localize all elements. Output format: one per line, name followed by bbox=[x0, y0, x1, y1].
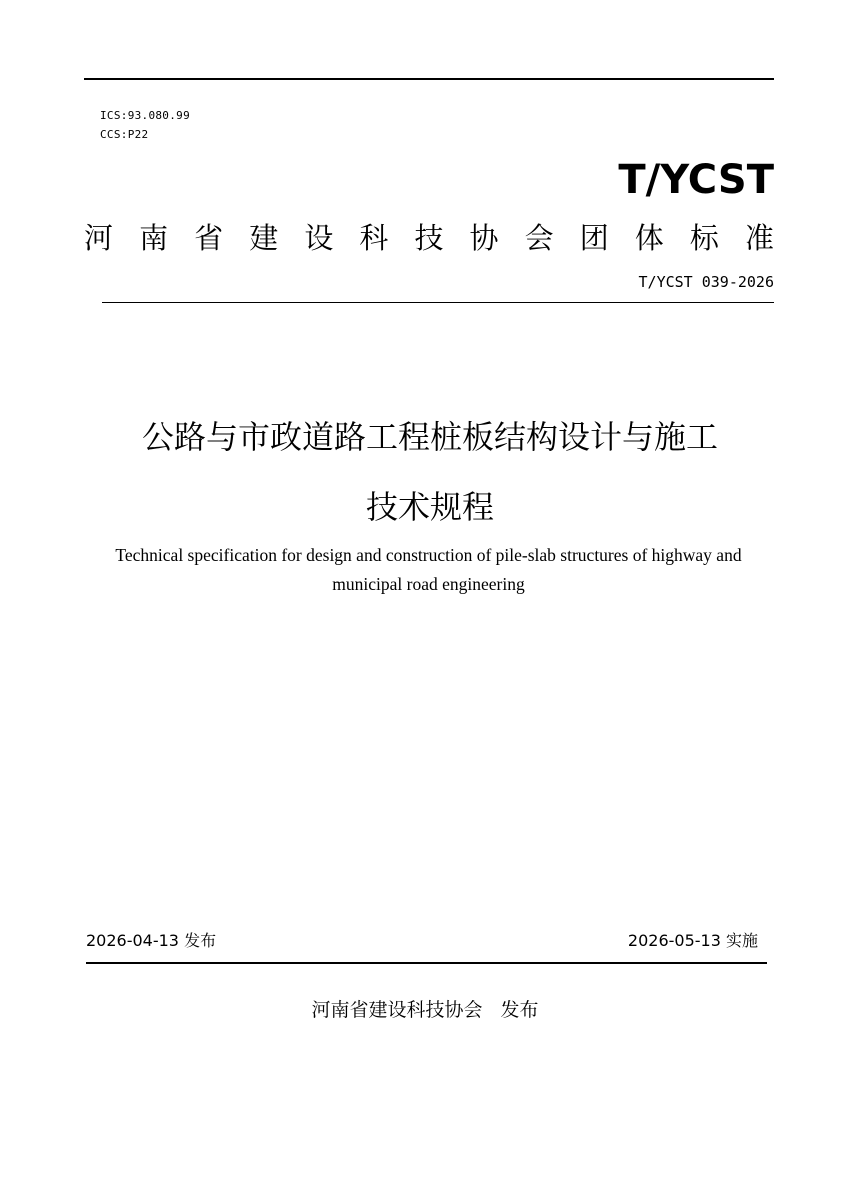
org-char: 技 bbox=[414, 221, 444, 255]
org-char: 南 bbox=[139, 221, 169, 255]
standard-code: T/YCST bbox=[618, 157, 774, 203]
classification-codes bbox=[100, 106, 190, 144]
footer-rule bbox=[86, 962, 767, 964]
organization-standard-name bbox=[84, 218, 774, 258]
org-char: 会 bbox=[524, 221, 554, 255]
org-char: 协 bbox=[469, 221, 499, 255]
org-char: 建 bbox=[249, 221, 279, 255]
org-char: 体 bbox=[634, 221, 664, 255]
publisher: 河南省建设科技协会 发布 bbox=[311, 999, 539, 1021]
org-char: 标 bbox=[689, 221, 719, 255]
implementation-date: 2026-05-13 实施 bbox=[627, 931, 758, 950]
issue-date: 2026-04-13 发布 bbox=[86, 931, 217, 950]
org-char: 团 bbox=[579, 221, 609, 255]
org-char: 准 bbox=[744, 221, 774, 255]
ics-code: ICS:93.080.99 bbox=[100, 109, 190, 122]
org-char: 河 bbox=[84, 221, 114, 255]
chinese-title-line-2: 技术规程 bbox=[365, 488, 494, 526]
org-char: 设 bbox=[304, 221, 334, 255]
org-char: 省 bbox=[194, 221, 224, 255]
header-divider bbox=[102, 302, 774, 303]
top-rule bbox=[84, 78, 774, 80]
chinese-title-line-1: 公路与市政道路工程桩板结构设计与施工 bbox=[141, 418, 718, 456]
ccs-code: CCS:P22 bbox=[100, 128, 149, 141]
standard-number: T/YCST 039-2026 bbox=[638, 273, 774, 291]
org-char: 科 bbox=[359, 221, 389, 255]
english-title: Technical specification for design and construction of pile-slab structures of highway and municipal road engineering bbox=[115, 545, 742, 594]
